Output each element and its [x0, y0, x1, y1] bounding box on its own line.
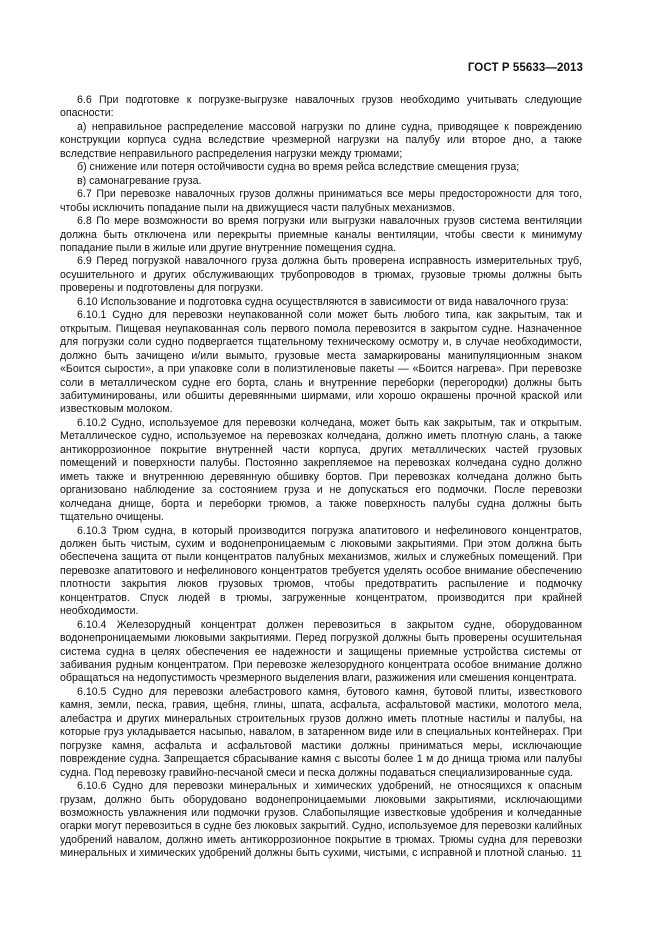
document-code-header: ГОСТ Р 55633—2013: [467, 62, 583, 74]
paragraph-6-8: 6.8 По мере возможности во время погрузки или выгрузки навалочных грузов система вентиляции должна быть отключена или перекрыты приемные каналы вентиляции, чтобы свести к минимуму попадание пыли в жилые или другие внутренние помещения судна.: [60, 215, 582, 254]
paragraph-6-10-6: 6.10.6 Судно для перевозки минеральных и химических удобрений, не относящихся к опасным грузам, должно быть оборудовано водонепроницаемыми люковыми закрытиями, исключающими возможность увлажнения или подмочки грузов. Слабопылящие известковые удобрения и колчеданные огарки могут перевозиться в судне без люковых закрытий. Судно, используемое для перевозки калийных удобрений навалом, должно иметь антикоррозионное покрытие в трюмах. Трюмы судна для перевозки минеральных и химических удобрений должны быть сухими, чистыми, с исправной и плотной сланью.: [60, 780, 582, 860]
paragraph-6-10-1: 6.10.1 Судно для перевозки неупакованной соли может быть любого типа, как закрытым, так и открытым. Пищевая неупакованная соль первого помола перевозится в закрытом судне. Назначенное для погрузки соли судно подвергается тщательному техническому осмотру и, в случае необходимости, должно быть зачищено и/или вымыто, грузовые места замаркированы манипуляционным знаком «Боится сырости», а при упаковке соли в полиэтиленовые пакеты — «Боится нагрева». При перевозке соли в металлическом судне его борта, слань и внутренние переборки (перегородки) должны быть забитуминированы, или обшиты деревянными ширмами, или хорошо окрашены прочной краской или известковым молоком.: [60, 309, 582, 416]
document-body: [60, 94, 582, 861]
paragraph-6-10-5: 6.10.5 Судно для перевозки алебастрового камня, бутового камня, бутовой плиты, известкового камня, земли, песка, гравия, щебня, глины, шпата, асфальта, асфальтовой мастики, молотого мела, алебастра и других минеральных строительных грузов должно иметь плотные настилы и палубы, на которые груз укладывается насыпью, навалом, в затаренном виде или в специальных контейнерах. При погрузке камня, асфальта и асфальтовой мастики должны приниматься меры, исключающие повреждение судна. Запрещается сбрасывание камня с высоты более 1 м до днища трюма или палубы судна. Под перевозку гравийно-песчаной смеси и песка должны подаваться специализированные суда.: [60, 685, 582, 779]
paragraph-6-6: 6.6 При подготовке к погрузке-выгрузке навалочных грузов необходимо учитывать следующие опасности:: [60, 94, 582, 120]
paragraph-6-7: 6.7 При перевозке навалочных грузов должны приниматься все меры предосторожности для того, чтобы исключить попадание пыли на движущиеся части палубных механизмов.: [60, 188, 582, 214]
list-item-v: в) самонагревание груза.: [77, 174, 202, 187]
page-number: 11: [571, 848, 582, 860]
paragraph-6-10-3: 6.10.3 Трюм судна, в который производится погрузка апатитового и нефелинового концентратов, должен быть чистым, сухим и водонепроницаемым с люковыми закрытиями. При этом должна быть обеспечена защита от пыли концентратов палубных механизмов, жилых и служебных помещений. При перевозке апатитового и нефелинового концентратов требуется уделять особое внимание обеспечению плотности закрытия люков грузовых трюмов, чтобы предотвратить распыление и подмочку концентратов. Спуск людей в трюмы, загруженные концентратом, производится при крайней необходимости.: [60, 524, 582, 618]
paragraph-6-10-2: 6.10.2 Судно, используемое для перевозки колчедана, может быть как закрытым, так и открытым. Металлическое судно, используемое на перевозках колчедана, должно иметь плотную слань, а также антикоррозионное покрытие внутренней части корпуса, других металлических частей грузовых помещений и поверхности палубы. Постоянно закрепляемое на перевозках колчедана судно должно иметь также и внутреннюю деревянную обшивку бортов. При перевозках колчедана должно быть организовано наблюдение за состоянием груза и не допускаться его подмочки. После перевозки колчедана днище, борта и переборки трюмов, а также поверхность палубы судна должны быть тщательно очищены.: [60, 416, 582, 524]
paragraph-6-10: 6.10 Использование и подготовка судна осуществляются в зависимости от вида навалочного груза:: [77, 295, 569, 308]
list-item-b: б) снижение или потеря остойчивости судна во время рейса вследствие смещения груза;: [77, 161, 520, 174]
paragraph-6-9: 6.9 Перед погрузкой навалочного груза должна быть проверена исправность измерительных труб, осушительного и других обслуживающих трубопроводов в трюмах, грузовые трюмы должны быть проверены и подготовлены для погрузки.: [60, 255, 582, 295]
paragraph-6-10-4: 6.10.4 Железорудный концентрат должен перевозиться в закрытом судне, оборудованном водонепроницаемыми люковыми закрытиями. Перед погрузкой должны быть проверены осушительная система судна в целях обеспечения ее надежности и защищены приемные устройства системы от забивания рудным концентратом. При перевозке железорудного концентрата особое внимание должно обращаться на недопустимость чрезмерного выделения влаги, разжижения или смешения концентрата.: [60, 618, 582, 685]
list-item-a: а) неправильное распределение массовой нагрузки по длине судна, приводящее к повреждению конструкции корпуса судна вследствие чрезмерной нагрузки на палубу или второе дно, а также вследствие неправильного распределения нагрузки между трюмами;: [60, 120, 582, 160]
